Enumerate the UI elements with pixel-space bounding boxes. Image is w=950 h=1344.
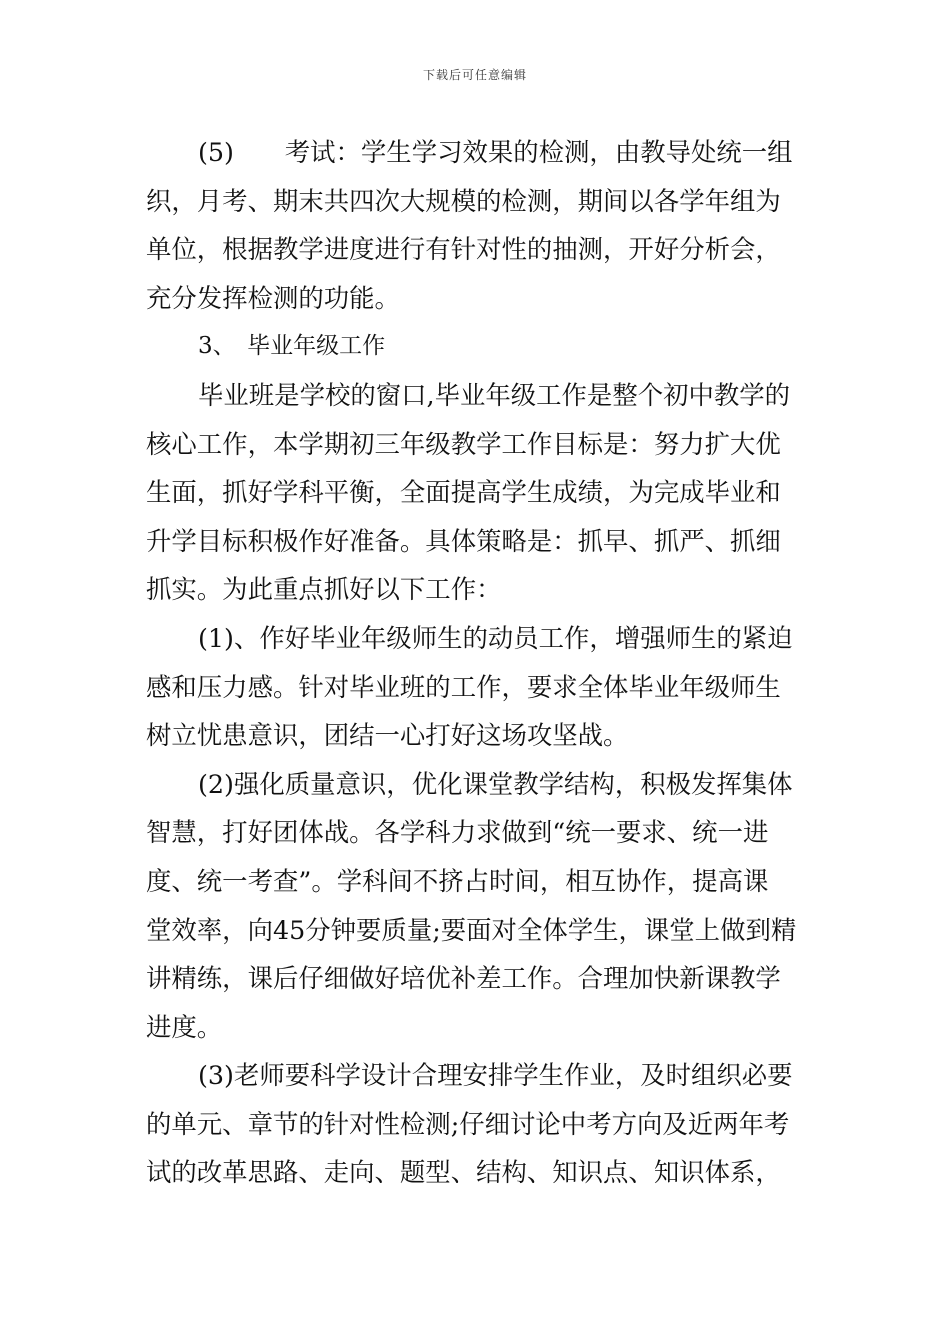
item-3-line-3: 试的改革思路、走向、题型、结构、知识点、知识体系， [146,1157,781,1188]
paragraph-exam-line-4: 充分发挥检测的功能。 [146,282,400,313]
item-2-line-3: 度、统一考查”。学科间不挤占时间，相互协作，提高课 [146,865,769,896]
section-heading-graduating-grade: 3、 毕业年级工作 [198,333,386,360]
header-note: 下载后可任意编辑 [422,68,527,82]
item-3-line-1: (3)老师要科学设计合理安排学生作业，及时组织必要 [198,1060,793,1091]
item-1-line-3: 树立忧患意识，团结一心打好这场攻坚战。 [146,720,629,751]
paragraph-graduating-line-1: 毕业班是学校的窗口,毕业年级工作是整个初中教学的 [198,379,791,410]
body-text [146,128,811,1197]
item-1-line-2: 感和压力感。针对毕业班的工作，要求全体毕业年级师生 [146,671,781,702]
paragraph-exam-line-1: (5) 考试：学生学习效果的检测，由教导处统一组 [198,137,793,167]
paragraph-graduating-line-3: 生面，抓好学科平衡，全面提高学生成绩，为完成毕业和 [146,477,781,508]
item-1-line-1: (1)、作好毕业年级师生的动员工作，增强师生的紧迫 [198,622,793,653]
paragraph-graduating-line-2: 核心工作，本学期初三年级教学工作目标是：努力扩大优 [146,428,781,459]
paragraph-exam-line-2: 织，月考、期末共四次大规模的检测，期间以各学年组为 [146,185,781,216]
item-2-line-2: 智慧，打好团体战。各学科力求做到“统一要求、统一进 [146,817,769,848]
item-2-line-5: 讲精练，课后仔细做好培优补差工作。合理加快新课教学 [146,963,781,994]
item-2-line-6: 进度。 [146,1011,223,1042]
paragraph-graduating-line-4: 升学目标积极作好准备。具体策略是：抓早、抓严、抓细 [146,525,781,556]
item-2-line-1: (2)强化质量意识，优化课堂教学结构，积极发挥集体 [198,768,793,799]
item-3-line-2: 的单元、章节的针对性检测;仔细讨论中考方向及近两年考 [146,1108,790,1139]
paragraph-exam-line-3: 单位，根据教学进度进行有针对性的抽测，开好分析会， [146,234,781,265]
item-2-line-4: 堂效率，向45分钟要质量;要面对全体学生，课堂上做到精 [146,914,797,945]
paragraph-graduating-line-5: 抓实。为此重点抓好以下工作： [146,574,502,605]
